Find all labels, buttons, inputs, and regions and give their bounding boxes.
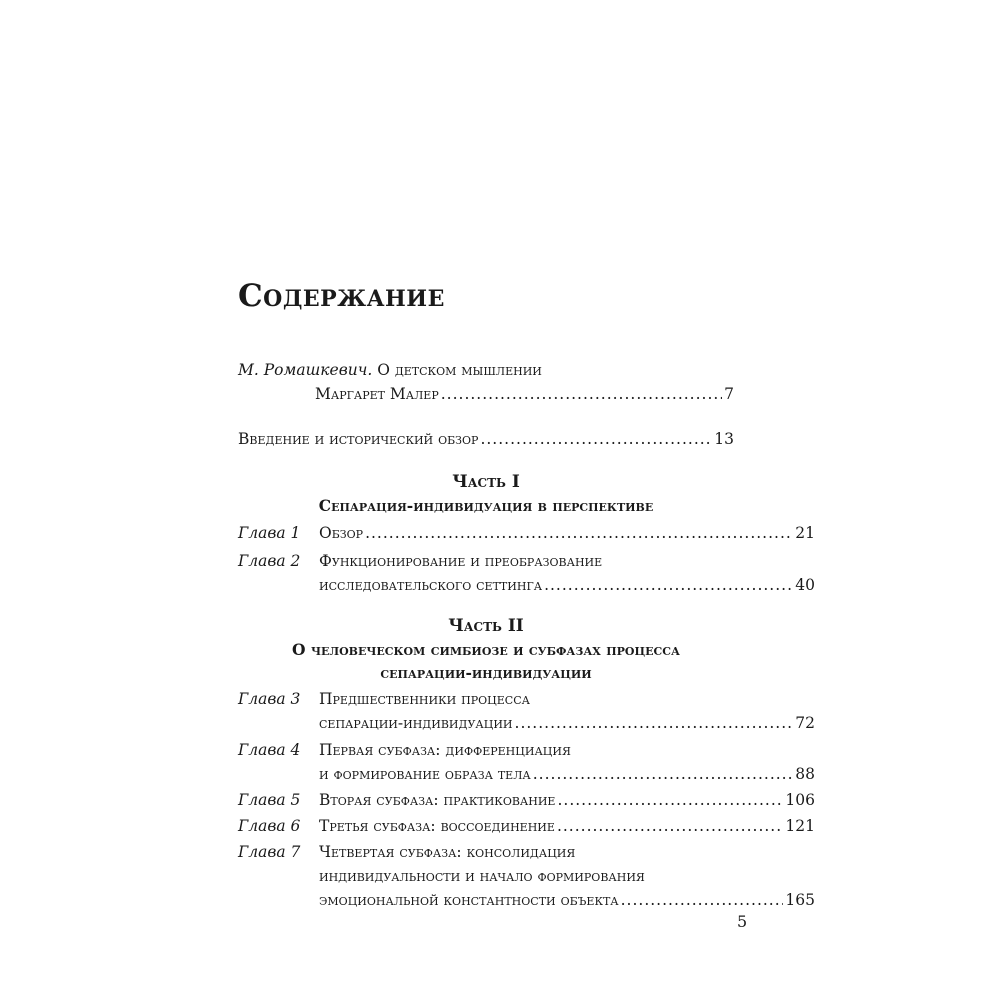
toc-entry-chapter-5[interactable] [238,788,815,812]
leader-dots [365,521,793,545]
toc-entry-chapter-4-cont[interactable] [238,762,815,786]
part-2-number: Часть II [448,616,524,636]
chapter-label: Глава 7 [238,843,301,861]
chapter-label: Глава 4 [238,741,301,759]
chapter-label: Глава 1 [238,524,301,542]
toc-entry-chapter-7-cont2[interactable] [238,888,815,912]
toc-entry-title-cont: сепарации-индивидуации [319,714,513,732]
toc-entry-chapter-2[interactable] [238,549,734,573]
part-2-name-line1: О человеческом симбиозе и субфазах процесса [292,640,680,659]
leader-dots [544,573,793,597]
toc-entry-foreword-line1 [238,358,734,382]
toc-entry-introduction[interactable] [238,427,734,451]
leader-dots [441,382,722,406]
toc-entry-title: Вторая субфаза: практикование [319,791,556,809]
toc-entry-title: Первая субфаза: дифференциация [319,741,571,759]
toc-page-number: 106 [785,791,815,809]
toc-entry-title: О детском мышлении [372,361,542,379]
page-title: Содержание [238,278,445,314]
toc-entry-chapter-2-cont[interactable] [238,573,815,597]
toc-entry-chapter-1[interactable] [238,521,815,545]
toc-page-number: 40 [795,576,815,594]
toc-page-number: 72 [795,714,815,732]
toc-entry-author: М. Ромашкевич. [238,361,373,379]
toc-entry-title-cont: индивидуальности и начало формирования [319,867,645,885]
toc-entry-title: Третья субфаза: воссоединение [319,817,555,835]
toc-page-number: 121 [785,817,815,835]
leader-dots [515,711,794,735]
toc-entry-chapter-6[interactable] [238,814,815,838]
part-1-name: Сепарация-индивидуация в перспективе [318,496,654,515]
table-of-contents [238,0,815,1000]
leader-dots [557,814,783,838]
toc-entry-title-cont: исследовательского сеттинга [319,576,543,594]
toc-entry-chapter-7[interactable] [238,840,734,864]
toc-entry-title: Введение и исторический обзор [238,430,479,448]
toc-entry-title: Функционирование и преобразование [319,552,603,570]
part-2-name-line2: сепарации-индивидуации [380,663,592,682]
toc-entry-chapter-7-cont1[interactable] [238,864,734,888]
part-1-number: Часть I [452,472,520,492]
toc-entry-title-cont: Маргарет Малер [315,385,439,403]
toc-entry-chapter-3[interactable] [238,687,734,711]
leader-dots [557,788,783,812]
chapter-label: Глава 2 [238,552,301,570]
toc-page-number: 21 [795,524,815,542]
chapter-label: Глава 5 [238,791,301,809]
toc-page-number: 88 [795,765,815,783]
toc-entry-chapter-3-cont[interactable] [238,711,815,735]
toc-entry-title: Четвертая субфаза: консолидация [319,843,576,861]
leader-dots [621,888,784,912]
toc-entry-title-cont: и формирование образа тела [319,765,531,783]
toc-entry-title: Обзор [319,524,364,542]
page-number: 5 [737,912,748,931]
leader-dots [533,762,794,786]
toc-page-number: 13 [714,430,734,448]
chapter-label: Глава 3 [238,690,301,708]
toc-page-number: 165 [785,891,815,909]
toc-entry-title-cont: эмоциональной константности объекта [319,891,619,909]
toc-entry-foreword-line2[interactable] [315,382,734,406]
chapter-label: Глава 6 [238,817,301,835]
toc-page-number: 7 [724,385,734,403]
leader-dots [480,427,712,451]
toc-entry-chapter-4[interactable] [238,738,734,762]
toc-entry-title: Предшественники процесса [319,690,530,708]
